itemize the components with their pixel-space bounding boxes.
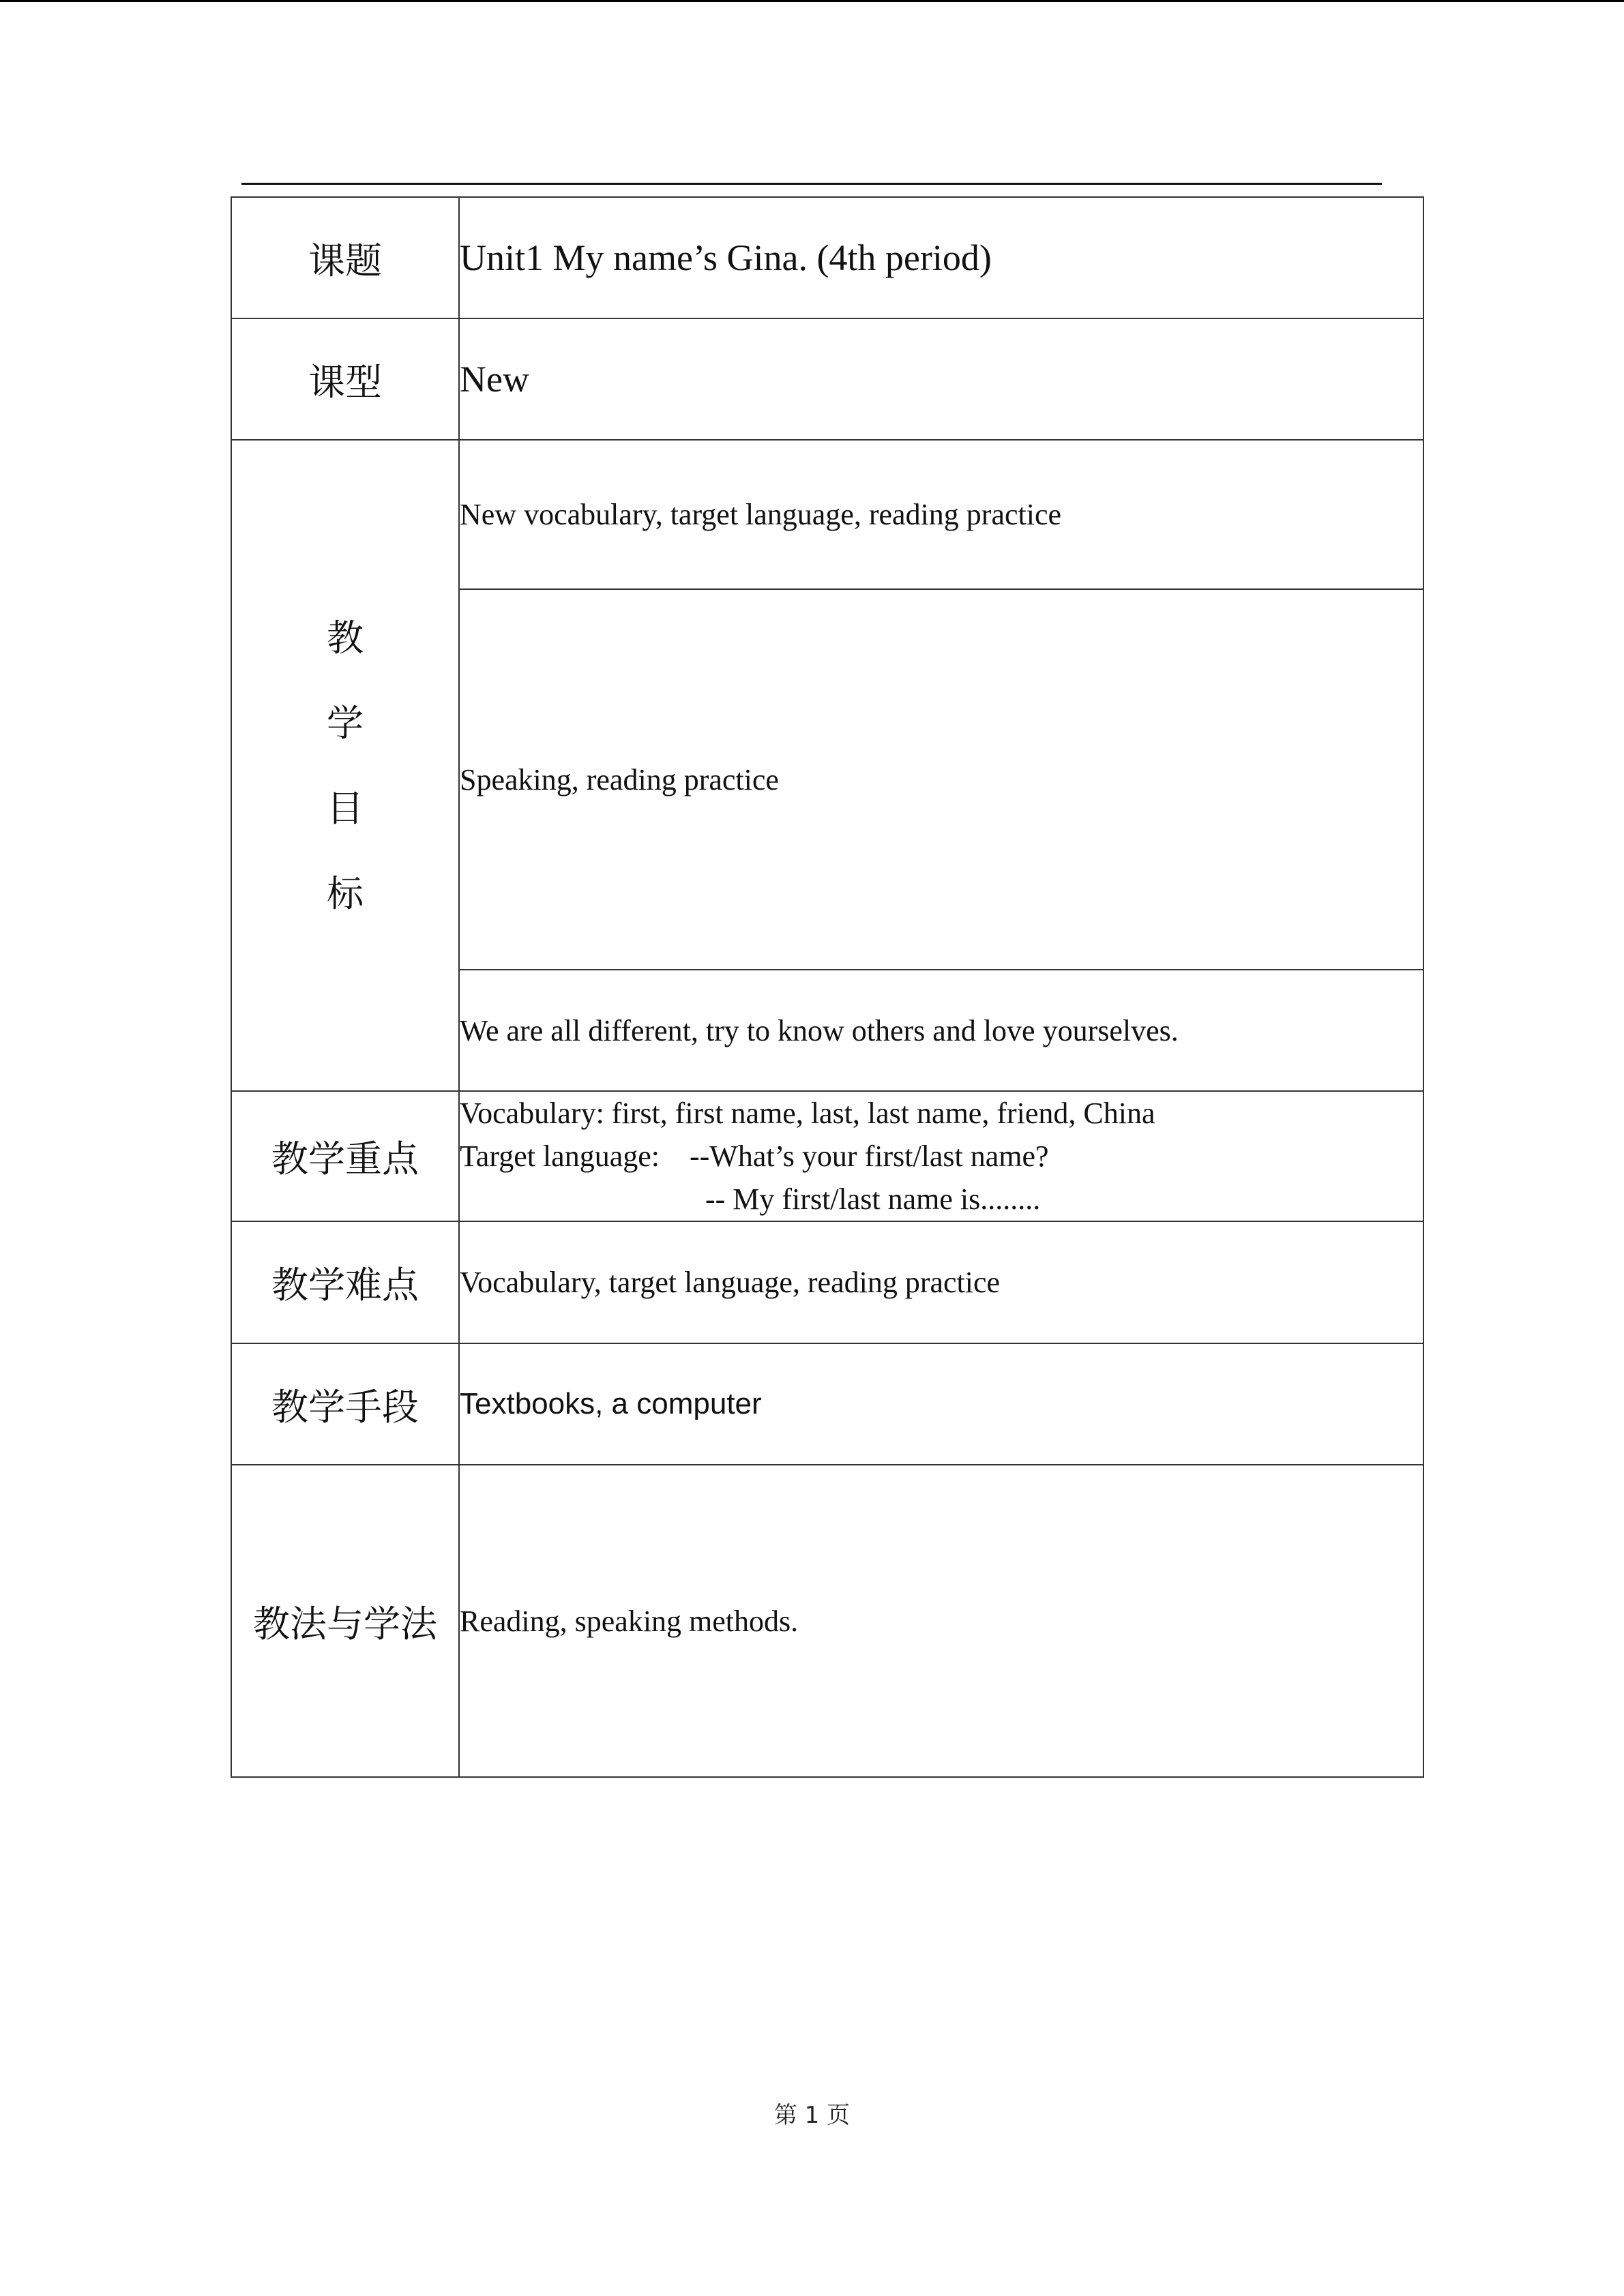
header-rule [241, 183, 1382, 185]
goal-knowledge: New vocabulary, target language, reading practice [459, 440, 1423, 589]
key-point-line: -- My first/last name is........ [705, 1182, 1041, 1216]
page-number: 第 1 页 [773, 2102, 851, 2129]
table-row-type [231, 318, 1423, 440]
table-row-methods [231, 1465, 1423, 1777]
label-topic: 课题 [231, 197, 459, 318]
value-means: Textbooks, a computer [459, 1343, 1423, 1465]
label-type: 课型 [231, 318, 459, 440]
table-row-goals [231, 440, 1423, 589]
value-methods: Reading, speaking methods. [459, 1465, 1423, 1777]
label-goals-char: 目 [327, 786, 364, 830]
lesson-plan-table [231, 196, 1424, 1778]
value-type: New [459, 318, 1423, 440]
table-row-key-points [231, 1091, 1423, 1221]
page-top-border [0, 0, 1624, 2]
label-goals-char: 教 [327, 616, 364, 659]
value-key-points [459, 1091, 1423, 1221]
label-goals-char: 学 [327, 701, 364, 745]
label-goals-char: 标 [327, 871, 364, 915]
label-means: 教学手段 [231, 1343, 459, 1465]
key-point-line: Vocabulary: first, first name, last, last name, friend, China [460, 1097, 1155, 1130]
key-point-line: Target language: --What’s your first/last name? [460, 1139, 1049, 1173]
value-difficulties: Vocabulary, target language, reading practice [459, 1221, 1423, 1343]
goal-skills: Speaking, reading practice [459, 589, 1423, 970]
goal-emotion: We are all different, try to know others and love yourselves. [459, 970, 1423, 1091]
table-row-topic [231, 197, 1423, 318]
label-methods: 教法与学法 [231, 1465, 459, 1777]
value-topic: Unit1 My name’s Gina. (4th period) [459, 197, 1423, 318]
table-row-means [231, 1343, 1423, 1465]
table-row-difficulties [231, 1221, 1423, 1343]
label-goals [231, 440, 459, 1091]
label-difficulties: 教学难点 [231, 1221, 459, 1343]
label-key-points: 教学重点 [231, 1091, 459, 1221]
